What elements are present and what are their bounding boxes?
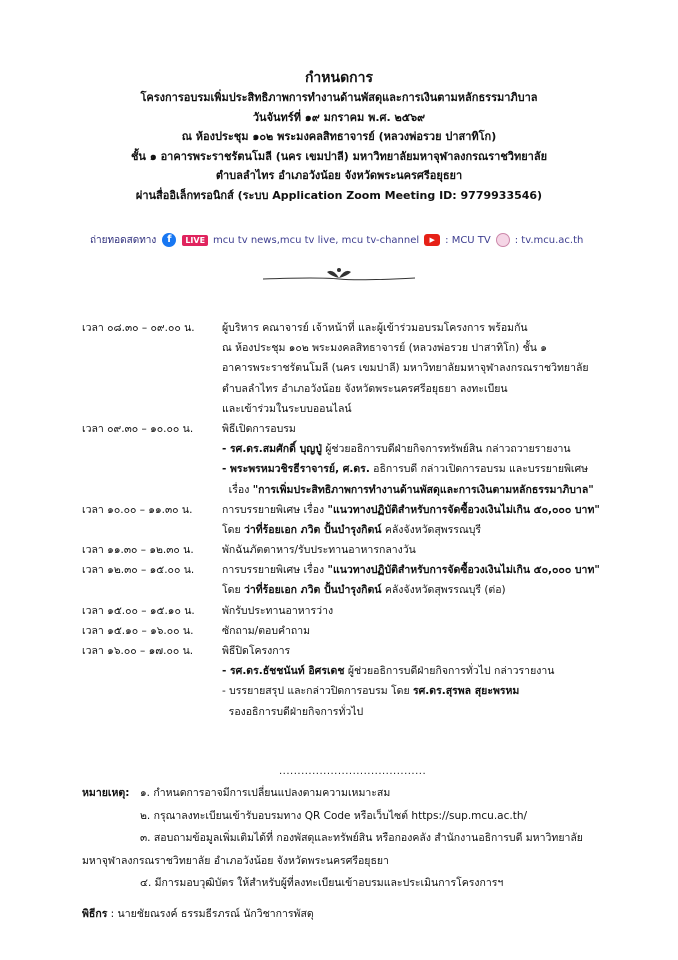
schedule-line: พักฉันภัตตาหาร/รับประทานอาหารกลางวัน — [222, 544, 416, 557]
schedule-time: เวลา ๑๕.๑๐ – ๑๖.๐๐ น. — [82, 624, 194, 637]
website-label: : tv.mcu.ac.th — [514, 234, 584, 246]
schedule-line — [222, 520, 662, 540]
note-text: มหาจุฬาลงกรณราชวิทยาลัย อำเภอวังน้อย จังหวัดพระนครศรีอยุธยา — [82, 854, 389, 867]
schedule-description — [222, 500, 662, 540]
schedule-time: เวลา ๐๙.๓๐ – ๑๐.๐๐ น. — [82, 422, 194, 435]
schedule-line: รองอธิการบดีฝ่ายกิจการทั่วไป — [222, 705, 364, 718]
schedule-line — [222, 500, 662, 520]
youtube-icon[interactable]: ▶ — [424, 234, 440, 246]
schedule-description — [222, 540, 662, 560]
speaker-prefix: โดย — [222, 584, 244, 597]
schedule-table — [82, 318, 662, 722]
closing-prefix: - บรรยายสรุป และกล่าวปิดการอบรม โดย — [222, 685, 413, 698]
topic-prefix: การบรรยายพิเศษ เรื่อง — [222, 503, 328, 516]
page-title: กำหนดการ — [304, 70, 374, 86]
speaker-prefix: โดย — [222, 523, 244, 536]
note-item — [82, 782, 662, 805]
mcu-tv-label: : MCU TV — [445, 234, 491, 246]
schedule-row — [82, 601, 662, 621]
schedule-description — [222, 419, 662, 500]
schedule-line: และเข้าร่วมในระบบออนไลน์ — [222, 402, 352, 415]
mc-label: พิธีกร — [82, 908, 108, 920]
channel-names: mcu tv news,mcu tv live, mcu tv-channel — [213, 234, 420, 246]
notes-heading: หมายเหตุ: — [82, 787, 130, 799]
note-text: ๒. กรุณาลงทะเบียนเข้ารับอบรมทาง QR Code หรือเว็บไซต์ https://sup.mcu.ac.th/ — [140, 809, 528, 822]
schedule-line: พักรับประทานอาหารว่าง — [222, 604, 334, 617]
note-text: ๔. มีการมอบวุฒิบัตร ให้สำหรับผู้ที่ลงทะเบียนเข้าอบรมและประเมินการโครงการฯ — [140, 877, 504, 889]
project-name: โครงการอบรมเพิ่มประสิทธิภาพการทำงานด้านพัสดุและการเงินตามหลักธรรมาภิบาล — [140, 91, 538, 104]
schedule-row — [82, 621, 662, 641]
schedule-line — [222, 580, 662, 600]
schedule-description — [222, 560, 662, 600]
topic-title: "แนวทางปฏิบัติสำหรับการจัดซื้อวงเงินไม่เกิน ๕๐,๐๐๐ บาท" — [327, 503, 600, 516]
speaker-role: ผู้ช่วยอธิการบดีฝ่ายกิจการทั่วไป กล่าวรายงาน — [344, 665, 555, 678]
topic-prefix: เรื่อง — [222, 483, 253, 496]
schedule-time: เวลา ๑๒.๓๐ – ๑๕.๐๐ น. — [82, 564, 195, 577]
speaker-name: ว่าที่ร้อยเอก ภวิต ปั้นบำรุงกิตน์ — [243, 523, 382, 536]
speaker-role: คลังจังหวัดสุพรรณบุรี (ต่อ) — [381, 584, 506, 597]
schedule-description — [222, 318, 662, 419]
live-broadcast-bar — [90, 230, 610, 250]
schedule-time: เวลา ๑๐.๐๐ – ๑๑.๓๐ น. — [82, 503, 193, 516]
schedule-row — [82, 500, 662, 540]
schedule-time: เวลา ๑๖.๐๐ – ๑๗.๐๐ น. — [82, 645, 194, 657]
schedule-line — [222, 459, 662, 479]
schedule-time: เวลา ๑๑.๓๐ – ๑๒.๓๐ น. — [82, 544, 194, 557]
schedule-line — [222, 560, 662, 580]
topic-prefix: การบรรยายพิเศษ เรื่อง — [222, 564, 328, 577]
schedule-line: อาคารพระราชรัตนโมลี (นคร เขมปาลี) มหาวิทยาลัยมหาจุฬาลงกรณราชวิทยาลัย — [222, 362, 589, 375]
event-date: วันจันทร์ที่ ๑๙ มกราคม พ.ศ. ๒๕๖๙ — [252, 110, 426, 124]
website-icon[interactable] — [496, 233, 510, 247]
schedule-line: พิธีเปิดการอบรม — [222, 422, 296, 435]
schedule-description — [222, 621, 662, 641]
schedule-time: เวลา ๐๘.๓๐ – ๐๙.๐๐ น. — [82, 322, 195, 334]
speaker-name: - รศ.ดร.ธัชชนันท์ อิศรเดช — [222, 665, 345, 678]
schedule-row — [82, 419, 662, 500]
note-text: ๑. กำหนดการอาจมีการเปลี่ยนแปลงตามความเหมาะสม — [140, 787, 391, 799]
separator-line: ........................................ — [279, 766, 427, 777]
ornament-divider-icon — [259, 262, 419, 286]
speaker-role: ผู้ช่วยอธิการบดีฝ่ายกิจการทรัพย์สิน กล่าวถวายรายงาน — [321, 443, 571, 456]
speaker-name: - พระพรหมวชิรธีราจารย์, ศ.ดร. — [222, 463, 370, 476]
online-meeting-info: ผ่านสื่ออิเล็กทรอนิกส์ (ระบบ Application Zoom Meeting ID: 9779933546) — [135, 188, 543, 202]
schedule-description — [222, 601, 662, 621]
document-header — [20, 68, 658, 205]
schedule-line: ผู้บริหาร คณาจารย์ เจ้าหน้าที่ และผู้เข้าร่วมอบรมโครงการ พร้อมกัน — [222, 322, 528, 334]
speaker-name: ว่าที่ร้อยเอก ภวิต ปั้นบำรุงกิตน์ — [243, 584, 382, 597]
schedule-line — [222, 480, 662, 500]
speaker-role: อธิการบดี กล่าวเปิดการอบรม และบรรยายพิเศษ — [369, 463, 589, 476]
speaker-name: - รศ.ดร.สมศักดิ์ บุญปู่ — [222, 443, 322, 456]
speaker-role: คลังจังหวัดสุพรรณบุรี — [381, 523, 481, 536]
schedule-description — [222, 641, 662, 722]
venue-building: ชั้น ๑ อาคารพระราชรัตนโมลี (นคร เขมปาลี) มหาวิทยาลัยมหาจุฬาลงกรณราชวิทยาลัย — [130, 149, 548, 163]
schedule-line: พิธีปิดโครงการ — [222, 645, 291, 657]
venue-location: ตำบลลำไทร อำเภอวังน้อย จังหวัดพระนครศรีอยุธยา — [215, 169, 463, 182]
schedule-line: ณ ห้องประชุม ๑๐๒ พระมงคลสิทธาจารย์ (หลวงพ่อรวย ปาสาทิโก) ชั้น ๑ — [222, 342, 547, 355]
master-of-ceremonies — [82, 905, 314, 922]
facebook-icon[interactable]: f — [162, 233, 176, 247]
topic-title: "การเพิ่มประสิทธิภาพการทำงานด้านพัสดุและการเงินตามหลักธรรมาภิบาล" — [252, 483, 594, 496]
schedule-row — [82, 641, 662, 722]
schedule-line: ซักถาม/ตอบคำถาม — [222, 624, 311, 637]
notes-section — [82, 782, 662, 895]
live-badge: LIVE — [182, 235, 208, 246]
live-broadcast-label: ถ่ายทอดสดทาง — [90, 234, 157, 246]
note-text: ๓. สอบถามข้อมูลเพิ่มเติมได้ที่ กองพัสดุและทรัพย์สิน หรือกองคลัง สำนักงานอธิการบดี มหาวิทยาลัย — [140, 832, 583, 844]
schedule-row — [82, 540, 662, 560]
schedule-line — [222, 681, 662, 701]
schedule-row — [82, 318, 662, 419]
venue-room: ณ ห้องประชุม ๑๐๒ พระมงคลสิทธาจารย์ (หลวงพ่อรวย ปาสาทิโก) — [181, 130, 497, 143]
mc-name: : นายชัยณรงค์ ธรรมธีรภรณ์ นักวิชาการพัสดุ — [107, 908, 314, 920]
schedule-time: เวลา ๑๕.๐๐ – ๑๕.๑๐ น. — [82, 604, 195, 617]
topic-title: "แนวทางปฏิบัติสำหรับการจัดซื้อวงเงินไม่เกิน ๕๐,๐๐๐ บาท" — [327, 564, 600, 577]
schedule-row — [82, 560, 662, 600]
speaker-name: รศ.ดร.สุรพล สุยะพรหม — [412, 685, 520, 698]
schedule-line — [222, 439, 662, 459]
schedule-line — [222, 661, 662, 681]
schedule-line: ตำบลลำไทร อำเภอวังน้อย จังหวัดพระนครศรีอยุธยา ลงทะเบียน — [222, 382, 508, 395]
